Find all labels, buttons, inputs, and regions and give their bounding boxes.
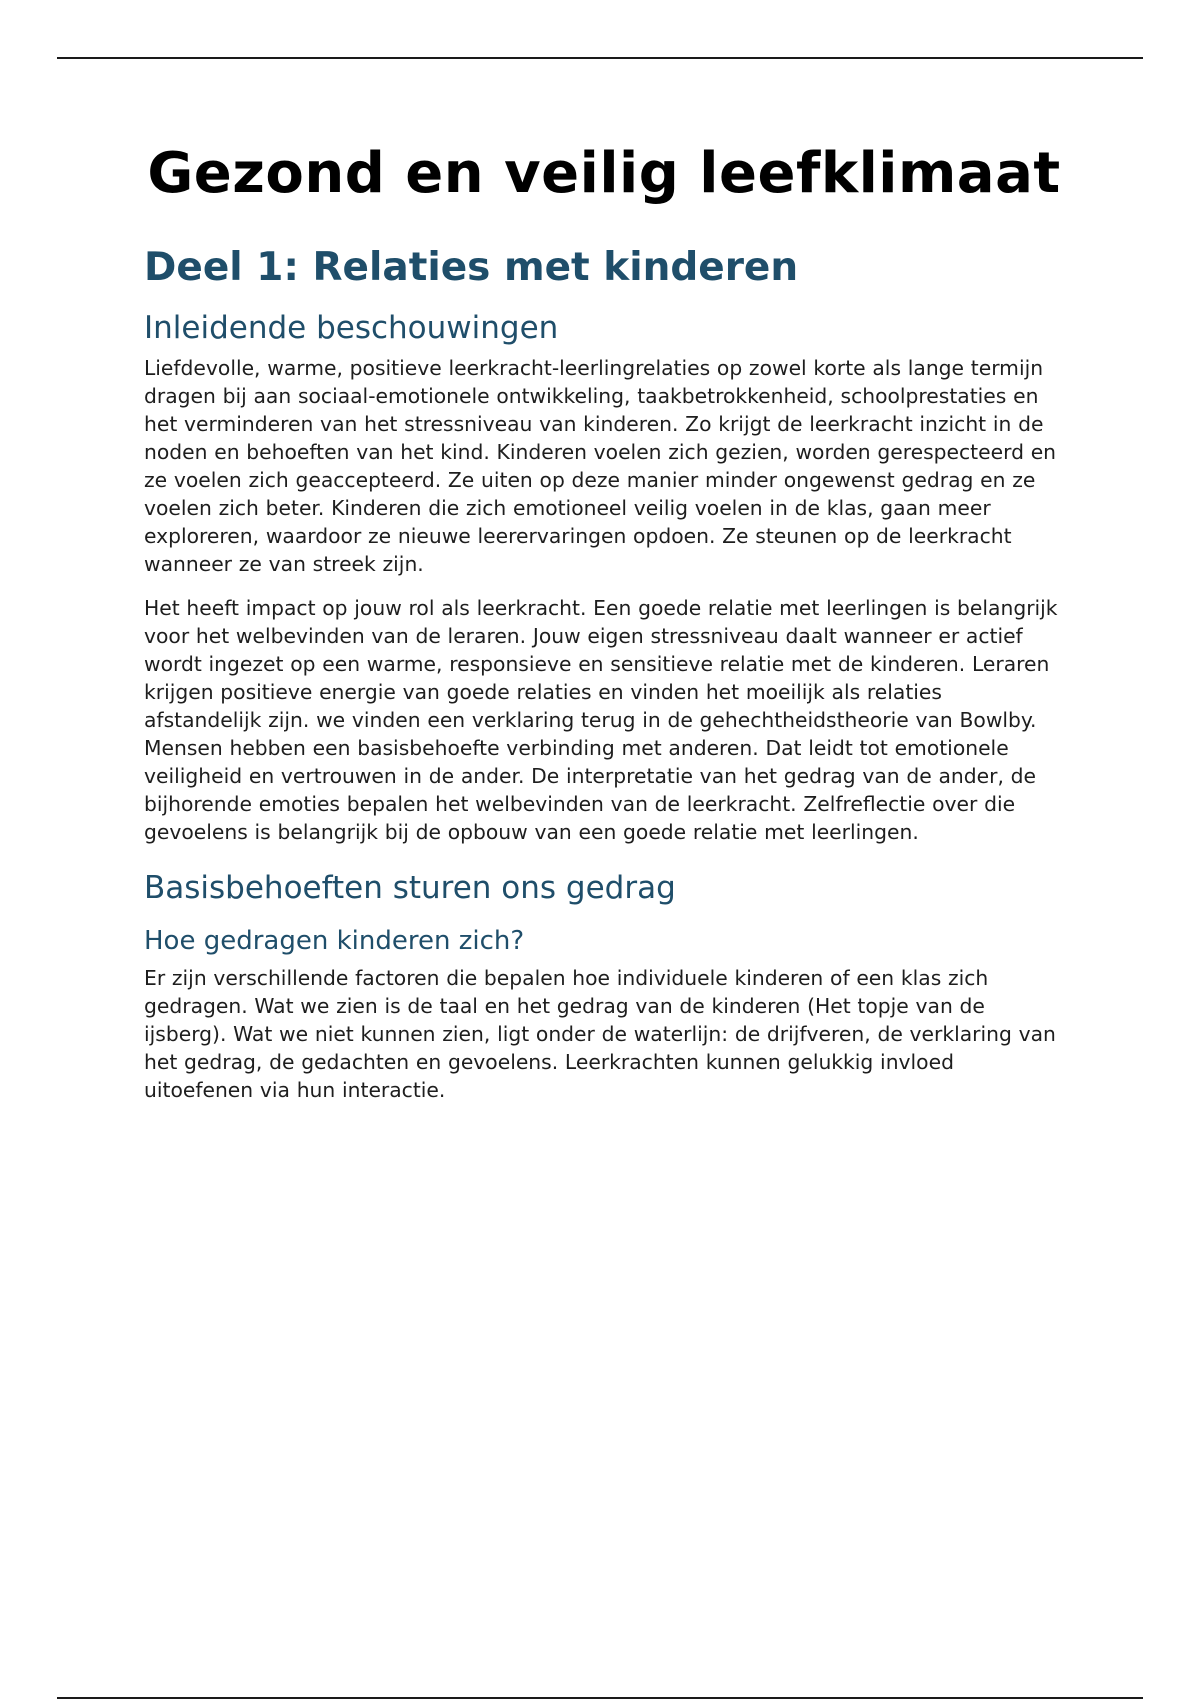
part-heading: Deel 1: Relaties met kinderen bbox=[144, 245, 799, 290]
section-heading-needs: Basisbehoeften sturen ons gedrag bbox=[144, 870, 676, 906]
bottom-rule bbox=[57, 1697, 1143, 1699]
page-content bbox=[144, 138, 1064, 1104]
top-rule bbox=[57, 57, 1143, 59]
subsection-heading: Hoe gedragen kinderen zich? bbox=[144, 926, 525, 956]
document-title: Gezond en veilig leefklimaat bbox=[147, 141, 1061, 206]
body-paragraph: Liefdevolle, warme, positieve leerkracht-leerlingrelaties op zowel korte als lange termijn dragen bij aan sociaal-emotionele ontwikkeling, taakbetrokkenheid, schoolprestaties en het verminderen van het stressniveau van kinderen. Zo krijgt de leerkracht inzicht in de noden en behoeften van het kind. Kinderen voelen zich gezien, worden gerespecteerd en ze voelen zich geaccepteerd. Ze uiten op deze manier minder ongewenst gedrag en ze voelen zich beter. Kinderen die zich emotioneel veilig voelen in de klas, gaan meer exploreren, waardoor ze nieuwe leerervaringen opdoen. Ze steunen op de leerkracht wanneer ze van streek zijn. bbox=[144, 356, 1057, 576]
body-paragraph: Het heeft impact op jouw rol als leerkracht. Een goede relatie met leerlingen is belangrijk voor het welbevinden van de leraren. Jouw eigen stressniveau daalt wanneer er actief wordt ingezet op een warme, responsieve en sensitieve relatie met de kinderen. Leraren krijgen positieve energie van goede relaties en vinden het moeilijk als relaties afstandelijk zijn. we vinden een verklaring terug in de gehechtheidstheorie van Bowlby. Mensen hebben een basisbehoefte verbinding met anderen. Dat leidt tot emotionele veiligheid en vertrouwen in de ander. De interpretatie van het gedrag van de ander, de bijhorende emoties bepalen het welbevinden van de leerkracht. Zelfreflectie over die gevoelens is belangrijk bij de opbouw van een goede relatie met leerlingen. bbox=[144, 596, 1058, 844]
section-heading-intro: Inleidende beschouwingen bbox=[144, 310, 559, 346]
body-paragraph: Er zijn verschillende factoren die bepalen hoe individuele kinderen of een klas zich gedragen. Wat we zien is de taal en het gedrag van de kinderen (Het topje van de ijsberg). Wat we niet kunnen zien, ligt onder de waterlijn: de drijfveren, de verklaring van het gedrag, de gedachten en gevoelens. Leerkrachten kunnen gelukkig invloed uitoefenen via hun interactie. bbox=[144, 966, 1056, 1102]
